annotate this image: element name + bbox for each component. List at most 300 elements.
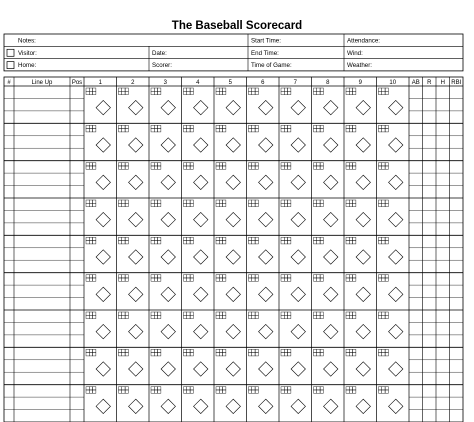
inning-cell[interactable] bbox=[86, 88, 110, 115]
pitch-box bbox=[382, 91, 385, 94]
inning-cell[interactable] bbox=[346, 312, 370, 339]
pitch-box bbox=[382, 387, 385, 390]
pitch-box bbox=[125, 315, 128, 318]
inning-cell[interactable] bbox=[346, 88, 370, 115]
pitch-box bbox=[219, 237, 222, 240]
pitch-box bbox=[190, 129, 193, 132]
pitch-box bbox=[249, 353, 252, 356]
inning-cell[interactable] bbox=[314, 200, 338, 227]
team-checkbox[interactable] bbox=[7, 62, 14, 69]
base-diamond-icon bbox=[194, 287, 208, 301]
pitch-box bbox=[281, 387, 284, 390]
pitch-box bbox=[281, 200, 284, 203]
base-diamond-icon bbox=[129, 250, 143, 264]
inning-cell[interactable] bbox=[184, 387, 208, 414]
base-diamond-icon bbox=[161, 324, 175, 338]
pitch-box bbox=[255, 387, 258, 390]
pitch-box bbox=[314, 237, 317, 240]
inning-cell[interactable] bbox=[86, 125, 110, 152]
inning-cell[interactable] bbox=[216, 200, 240, 227]
pitch-box bbox=[317, 203, 320, 206]
pitch-box bbox=[158, 315, 161, 318]
base-diamond-icon bbox=[129, 362, 143, 376]
inning-cell[interactable] bbox=[281, 163, 305, 190]
pitch-box bbox=[119, 166, 122, 169]
base-diamond-icon bbox=[324, 324, 338, 338]
pitch-box bbox=[119, 390, 122, 393]
inning-cell[interactable] bbox=[249, 88, 273, 115]
pitch-box bbox=[154, 200, 157, 203]
inning-cell[interactable] bbox=[379, 88, 403, 115]
base-diamond-icon bbox=[259, 212, 273, 226]
pitch-box bbox=[281, 88, 284, 91]
pitch-box bbox=[190, 237, 193, 240]
inning-cell[interactable] bbox=[86, 275, 110, 302]
inning-cell[interactable] bbox=[119, 349, 143, 376]
pitch-box bbox=[216, 390, 219, 393]
pitch-box bbox=[125, 203, 128, 206]
inning-cell[interactable] bbox=[184, 88, 208, 115]
pitch-box bbox=[379, 275, 382, 278]
pitch-box bbox=[382, 278, 385, 281]
pitch-box bbox=[187, 91, 190, 94]
pitch-box bbox=[281, 353, 284, 356]
col-header-stat: RBI bbox=[451, 79, 462, 86]
pitch-box bbox=[284, 387, 287, 390]
pitch-box bbox=[158, 241, 161, 244]
inning-cell[interactable] bbox=[184, 163, 208, 190]
pitch-box bbox=[184, 88, 187, 91]
base-diamond-icon bbox=[291, 362, 305, 376]
inning-cell[interactable] bbox=[379, 200, 403, 227]
pitch-box bbox=[122, 241, 125, 244]
inning-cell[interactable] bbox=[86, 200, 110, 227]
pitch-box bbox=[284, 125, 287, 128]
pitch-box bbox=[317, 241, 320, 244]
inning-cell[interactable] bbox=[281, 125, 305, 152]
base-diamond-icon bbox=[96, 362, 110, 376]
inning-cell[interactable] bbox=[119, 237, 143, 264]
pitch-box bbox=[86, 241, 89, 244]
pitch-box bbox=[288, 88, 291, 91]
inning-cell[interactable] bbox=[119, 312, 143, 339]
pitch-box bbox=[379, 88, 382, 91]
base-diamond-icon bbox=[161, 138, 175, 152]
inning-cell[interactable] bbox=[184, 349, 208, 376]
inning-cell[interactable] bbox=[346, 200, 370, 227]
base-diamond-icon bbox=[194, 212, 208, 226]
pitch-box bbox=[255, 353, 258, 356]
pitch-box bbox=[346, 163, 349, 166]
inning-cell[interactable] bbox=[86, 349, 110, 376]
pitch-box bbox=[187, 353, 190, 356]
base-diamond-icon bbox=[356, 362, 370, 376]
pitch-box bbox=[219, 353, 222, 356]
pitch-box bbox=[151, 125, 154, 128]
pitch-box bbox=[249, 312, 252, 315]
inning-cell[interactable] bbox=[314, 88, 338, 115]
inning-cell[interactable] bbox=[314, 349, 338, 376]
pitch-box bbox=[151, 91, 154, 94]
inning-cell[interactable] bbox=[314, 125, 338, 152]
pitch-box bbox=[216, 275, 219, 278]
pitch-box bbox=[353, 387, 356, 390]
pitch-box bbox=[346, 275, 349, 278]
pitch-box bbox=[284, 88, 287, 91]
pitch-box bbox=[379, 241, 382, 244]
pitch-box bbox=[284, 278, 287, 281]
pitch-box bbox=[219, 349, 222, 352]
pitch-box bbox=[379, 278, 382, 281]
inning-cell[interactable] bbox=[379, 275, 403, 302]
pitch-box bbox=[281, 125, 284, 128]
inning-cell[interactable] bbox=[249, 349, 273, 376]
pitch-box bbox=[86, 315, 89, 318]
pitch-box bbox=[86, 278, 89, 281]
pitch-box bbox=[93, 241, 96, 244]
pitch-box bbox=[184, 237, 187, 240]
inning-cell[interactable] bbox=[119, 163, 143, 190]
pitch-box bbox=[317, 387, 320, 390]
base-diamond-icon bbox=[96, 175, 110, 189]
pitch-box bbox=[385, 275, 388, 278]
inning-cell[interactable] bbox=[281, 275, 305, 302]
inning-cell[interactable] bbox=[119, 88, 143, 115]
pitch-box bbox=[154, 312, 157, 315]
pitch-box bbox=[320, 278, 323, 281]
pitch-box bbox=[314, 275, 317, 278]
inning-cell[interactable] bbox=[281, 349, 305, 376]
pitch-box bbox=[317, 275, 320, 278]
base-diamond-icon bbox=[161, 175, 175, 189]
pitch-box bbox=[93, 237, 96, 240]
pitch-box bbox=[154, 349, 157, 352]
pitch-box bbox=[314, 163, 317, 166]
pitch-box bbox=[255, 315, 258, 318]
pitch-box bbox=[219, 387, 222, 390]
base-diamond-icon bbox=[161, 287, 175, 301]
inning-cell[interactable] bbox=[119, 200, 143, 227]
pitch-box bbox=[190, 163, 193, 166]
pitch-box bbox=[119, 203, 122, 206]
pitch-box bbox=[346, 129, 349, 132]
inning-cell[interactable] bbox=[249, 275, 273, 302]
inning-cell[interactable] bbox=[249, 237, 273, 264]
pitch-box bbox=[284, 166, 287, 169]
pitch-box bbox=[190, 353, 193, 356]
pitch-box bbox=[122, 203, 125, 206]
pitch-box bbox=[314, 315, 317, 318]
pitch-box bbox=[93, 278, 96, 281]
pitch-box bbox=[252, 125, 255, 128]
pitch-box bbox=[223, 312, 226, 315]
pitch-box bbox=[320, 163, 323, 166]
pitch-box bbox=[219, 88, 222, 91]
pitch-box bbox=[89, 241, 92, 244]
inning-cell[interactable] bbox=[184, 275, 208, 302]
pitch-box bbox=[284, 241, 287, 244]
pitch-box bbox=[288, 163, 291, 166]
inning-cell[interactable] bbox=[216, 387, 240, 414]
pitch-box bbox=[190, 166, 193, 169]
inning-cell[interactable] bbox=[249, 125, 273, 152]
pitch-box bbox=[125, 125, 128, 128]
pitch-box bbox=[122, 163, 125, 166]
base-diamond-icon bbox=[389, 100, 403, 114]
inning-cell[interactable] bbox=[249, 163, 273, 190]
pitch-box bbox=[379, 200, 382, 203]
pitch-box bbox=[349, 203, 352, 206]
pitch-box bbox=[320, 200, 323, 203]
pitch-box bbox=[314, 129, 317, 132]
pitch-box bbox=[379, 163, 382, 166]
inning-cell[interactable] bbox=[216, 237, 240, 264]
inning-cell[interactable] bbox=[119, 125, 143, 152]
pitch-box bbox=[158, 163, 161, 166]
inning-cell[interactable] bbox=[216, 349, 240, 376]
col-header-inning: 8 bbox=[326, 79, 330, 86]
pitch-box bbox=[346, 349, 349, 352]
inning-cell[interactable] bbox=[346, 125, 370, 152]
inning-cell[interactable] bbox=[216, 125, 240, 152]
pitch-box bbox=[216, 312, 219, 315]
inning-cell[interactable] bbox=[216, 88, 240, 115]
base-diamond-icon bbox=[356, 399, 370, 413]
pitch-box bbox=[89, 129, 92, 132]
pitch-box bbox=[190, 203, 193, 206]
base-diamond-icon bbox=[129, 324, 143, 338]
base-diamond-icon bbox=[291, 212, 305, 226]
inning-cell[interactable] bbox=[346, 275, 370, 302]
pitch-box bbox=[314, 387, 317, 390]
inning-cell[interactable] bbox=[379, 237, 403, 264]
base-diamond-icon bbox=[291, 287, 305, 301]
inning-cell[interactable] bbox=[379, 312, 403, 339]
inning-cell[interactable] bbox=[184, 237, 208, 264]
pitch-box bbox=[119, 200, 122, 203]
pitch-box bbox=[288, 91, 291, 94]
pitch-box bbox=[346, 166, 349, 169]
pitch-box bbox=[216, 349, 219, 352]
base-diamond-icon bbox=[194, 250, 208, 264]
pitch-box bbox=[346, 88, 349, 91]
base-diamond-icon bbox=[324, 212, 338, 226]
inning-cell[interactable] bbox=[314, 163, 338, 190]
inning-cell[interactable] bbox=[216, 163, 240, 190]
pitch-box bbox=[255, 241, 258, 244]
pitch-box bbox=[284, 200, 287, 203]
pitch-box bbox=[349, 390, 352, 393]
pitch-box bbox=[252, 129, 255, 132]
pitch-box bbox=[385, 241, 388, 244]
pitch-box bbox=[382, 315, 385, 318]
pitch-box bbox=[385, 353, 388, 356]
pitch-box bbox=[151, 241, 154, 244]
pitch-box bbox=[288, 390, 291, 393]
pitch-box bbox=[379, 91, 382, 94]
pitch-box bbox=[346, 237, 349, 240]
inning-cell[interactable] bbox=[379, 163, 403, 190]
header-label: Attendance: bbox=[347, 37, 381, 45]
pitch-box bbox=[320, 166, 323, 169]
inning-cell[interactable] bbox=[249, 200, 273, 227]
col-header-inning: 10 bbox=[389, 79, 397, 86]
inning-cell[interactable] bbox=[151, 163, 175, 190]
inning-cell[interactable] bbox=[184, 312, 208, 339]
pitch-box bbox=[216, 353, 219, 356]
inning-cell[interactable] bbox=[346, 163, 370, 190]
pitch-box bbox=[252, 200, 255, 203]
pitch-box bbox=[314, 278, 317, 281]
pitch-box bbox=[349, 237, 352, 240]
inning-cell[interactable] bbox=[379, 125, 403, 152]
pitch-box bbox=[158, 91, 161, 94]
inning-cell[interactable] bbox=[151, 312, 175, 339]
inning-cell[interactable] bbox=[151, 125, 175, 152]
inning-cell[interactable] bbox=[86, 312, 110, 339]
inning-cell[interactable] bbox=[249, 387, 273, 414]
pitch-box bbox=[249, 203, 252, 206]
pitch-box bbox=[158, 387, 161, 390]
base-diamond-icon bbox=[324, 362, 338, 376]
inning-cell[interactable] bbox=[151, 275, 175, 302]
inning-cell[interactable] bbox=[314, 275, 338, 302]
pitch-box bbox=[255, 91, 258, 94]
inning-cell[interactable] bbox=[86, 237, 110, 264]
base-diamond-icon bbox=[194, 399, 208, 413]
pitch-box bbox=[252, 203, 255, 206]
base-diamond-icon bbox=[291, 175, 305, 189]
pitch-box bbox=[187, 88, 190, 91]
pitch-box bbox=[184, 163, 187, 166]
inning-cell[interactable] bbox=[86, 387, 110, 414]
inning-cell[interactable] bbox=[119, 387, 143, 414]
pitch-box bbox=[190, 390, 193, 393]
pitch-box bbox=[86, 166, 89, 169]
inning-cell[interactable] bbox=[281, 312, 305, 339]
pitch-box bbox=[184, 91, 187, 94]
pitch-box bbox=[119, 237, 122, 240]
base-diamond-icon bbox=[324, 100, 338, 114]
inning-cell[interactable] bbox=[281, 387, 305, 414]
pitch-box bbox=[86, 163, 89, 166]
pitch-box bbox=[187, 125, 190, 128]
pitch-box bbox=[190, 387, 193, 390]
base-diamond-icon bbox=[259, 362, 273, 376]
inning-cell[interactable] bbox=[249, 312, 273, 339]
pitch-box bbox=[346, 353, 349, 356]
inning-cell[interactable] bbox=[314, 237, 338, 264]
inning-cell[interactable] bbox=[281, 88, 305, 115]
pitch-box bbox=[249, 278, 252, 281]
inning-cell[interactable] bbox=[314, 387, 338, 414]
pitch-box bbox=[382, 88, 385, 91]
pitch-box bbox=[190, 278, 193, 281]
pitch-box bbox=[125, 129, 128, 132]
inning-cell[interactable] bbox=[379, 349, 403, 376]
pitch-box bbox=[379, 237, 382, 240]
inning-cell[interactable] bbox=[346, 387, 370, 414]
inning-cell[interactable] bbox=[346, 349, 370, 376]
inning-cell[interactable] bbox=[184, 200, 208, 227]
pitch-box bbox=[219, 278, 222, 281]
header-box bbox=[4, 34, 463, 71]
inning-cell[interactable] bbox=[216, 275, 240, 302]
pitch-box bbox=[385, 387, 388, 390]
base-diamond-icon bbox=[226, 175, 240, 189]
pitch-box bbox=[288, 166, 291, 169]
base-diamond-icon bbox=[226, 287, 240, 301]
pitch-box bbox=[314, 88, 317, 91]
pitch-box bbox=[288, 315, 291, 318]
pitch-box bbox=[93, 315, 96, 318]
pitch-box bbox=[122, 312, 125, 315]
inning-cell[interactable] bbox=[151, 237, 175, 264]
inning-cell[interactable] bbox=[379, 387, 403, 414]
pitch-box bbox=[216, 88, 219, 91]
pitch-box bbox=[187, 163, 190, 166]
pitch-box bbox=[219, 166, 222, 169]
pitch-box bbox=[284, 353, 287, 356]
inning-cell[interactable] bbox=[86, 163, 110, 190]
base-diamond-icon bbox=[161, 212, 175, 226]
inning-cell[interactable] bbox=[216, 312, 240, 339]
pitch-box bbox=[122, 88, 125, 91]
pitch-box bbox=[223, 315, 226, 318]
col-header-inning: 1 bbox=[98, 79, 102, 86]
pitch-box bbox=[184, 129, 187, 132]
inning-cell[interactable] bbox=[151, 387, 175, 414]
inning-cell[interactable] bbox=[281, 237, 305, 264]
base-diamond-icon bbox=[259, 175, 273, 189]
inning-cell[interactable] bbox=[119, 275, 143, 302]
inning-cell[interactable] bbox=[151, 349, 175, 376]
inning-cell[interactable] bbox=[151, 88, 175, 115]
pitch-box bbox=[151, 166, 154, 169]
pitch-box bbox=[255, 203, 258, 206]
pitch-box bbox=[346, 203, 349, 206]
pitch-box bbox=[223, 275, 226, 278]
col-header-inning: 9 bbox=[358, 79, 362, 86]
pitch-box bbox=[252, 241, 255, 244]
pitch-box bbox=[349, 275, 352, 278]
pitch-box bbox=[349, 241, 352, 244]
pitch-box bbox=[86, 88, 89, 91]
team-checkbox[interactable] bbox=[7, 49, 14, 56]
pitch-box bbox=[219, 390, 222, 393]
inning-cell[interactable] bbox=[281, 200, 305, 227]
pitch-box bbox=[385, 315, 388, 318]
inning-cell[interactable] bbox=[346, 237, 370, 264]
pitch-box bbox=[385, 200, 388, 203]
inning-cell[interactable] bbox=[184, 125, 208, 152]
pitch-box bbox=[382, 200, 385, 203]
pitch-box bbox=[314, 349, 317, 352]
inning-cell[interactable] bbox=[314, 312, 338, 339]
pitch-box bbox=[281, 166, 284, 169]
pitch-box bbox=[125, 275, 128, 278]
pitch-box bbox=[89, 91, 92, 94]
grid-frame bbox=[4, 77, 463, 422]
pitch-box bbox=[252, 349, 255, 352]
pitch-box bbox=[184, 278, 187, 281]
pitch-box bbox=[89, 312, 92, 315]
base-diamond-icon bbox=[161, 399, 175, 413]
pitch-box bbox=[119, 129, 122, 132]
inning-cell[interactable] bbox=[151, 200, 175, 227]
pitch-box bbox=[255, 312, 258, 315]
pitch-box bbox=[382, 166, 385, 169]
